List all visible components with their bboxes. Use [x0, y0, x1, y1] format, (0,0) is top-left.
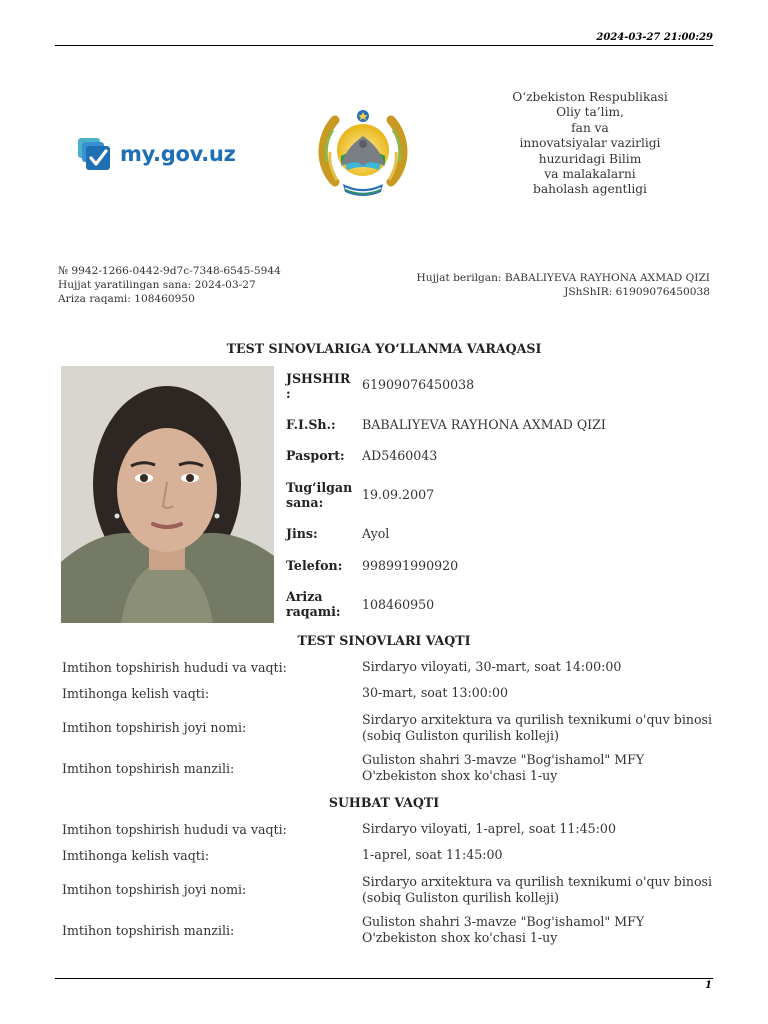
interview-row-label: Imtihonga kelish vaqti:: [62, 848, 210, 863]
agency-line: innovatsiyalar vazirligi: [519, 136, 661, 151]
top-divider: [55, 45, 713, 46]
test-row-value: 30-mart, soat 13:00:00: [362, 685, 508, 700]
agency-line: va malakalarni: [544, 167, 636, 182]
test-row-label: Imtihon topshirish joyi nomi:: [62, 720, 247, 735]
document-title: TEST SINOVLARIGA YO‘LLANMA VARAQASI: [226, 341, 542, 356]
interview-row-value: 1-aprel, soat 11:45:00: [362, 847, 503, 862]
page-number: 1: [705, 980, 712, 991]
test-row-label: Imtihon topshirish hududi va vaqti:: [62, 660, 287, 675]
test-row-value: Guliston shahri 3-mavze "Bog'ishamol" MFY O'zbekiston shox ko'chasi 1-uy: [362, 752, 645, 783]
field-label-jshshir: JSHSHIR :: [286, 371, 351, 401]
recipient-jshshir: JShShIR: 61909076450038: [564, 286, 710, 298]
portrait-image: [61, 366, 274, 623]
field-value-phone: 998991990920: [362, 558, 459, 573]
agency-line: huzuridagi Bilim: [538, 151, 642, 166]
bottom-divider: [55, 978, 713, 979]
agency-line: baholash agentligi: [533, 182, 647, 197]
application-number: Ariza raqami: 108460950: [58, 293, 195, 305]
checkbox-icon: [76, 136, 112, 172]
test-row-value: Sirdaryo viloyati, 30-mart, soat 14:00:00: [362, 659, 622, 674]
interview-row-label: Imtihon topshirish hududi va vaqti:: [62, 822, 287, 837]
field-label-gender: Jins:: [286, 526, 318, 541]
test-row-label: Imtihon topshirish manzili:: [62, 761, 235, 776]
field-value-birth-date: 19.09.2007: [362, 487, 435, 502]
applicant-photo: [61, 366, 274, 623]
agency-line: fan va: [571, 120, 609, 135]
field-label-application-number: Ariza raqami:: [286, 589, 341, 619]
interview-row-value: Sirdaryo arxitektura va qurilish texnikumi o'quv binosi (sobiq Guliston qurilish kolleji): [362, 874, 713, 905]
issued-to: Hujjat berilgan: BABALIYEVA RAYHONA AXMAD QIZI: [416, 272, 710, 284]
interview-row-label: Imtihon topshirish manzili:: [62, 923, 235, 938]
field-label-fish: F.I.Sh.:: [286, 417, 336, 432]
interview-row-value: Guliston shahri 3-mavze "Bog'ishamol" MFY O'zbekiston shox ko'chasi 1-uy: [362, 914, 645, 945]
state-emblem-icon: [315, 104, 411, 200]
field-value-passport: AD5460043: [362, 448, 438, 463]
agency-line: O‘zbekiston Respublikasi: [512, 90, 668, 104]
field-label-phone: Telefon:: [286, 558, 343, 573]
document-created-date: Hujjat yaratilingan sana: 2024-03-27: [58, 279, 256, 291]
test-section-title: TEST SINOVLARI VAQTI: [297, 633, 471, 648]
document-number: № 9942-1266-0442-9d7c-7348-6545-5944: [58, 265, 281, 277]
agency-line: Oliy ta’lim,: [556, 105, 624, 120]
field-value-application-number: 108460950: [362, 597, 435, 612]
field-value-gender: Ayol: [362, 526, 390, 541]
mygov-logo-text: my.gov.uz: [120, 142, 236, 166]
interview-row-label: Imtihon topshirish joyi nomi:: [62, 882, 247, 897]
field-value-jshshir: 61909076450038: [362, 377, 475, 392]
document-timestamp: 2024-03-27 21:00:29: [596, 32, 713, 43]
issuing-agency: [480, 90, 700, 198]
field-value-full-name: BABALIYEVA RAYHONA AXMAD QIZI: [362, 417, 606, 432]
test-row-label: Imtihonga kelish vaqti:: [62, 686, 210, 701]
document-recipient: [417, 271, 710, 299]
field-label-birth-date: Tug‘ilgan sana:: [286, 480, 353, 510]
mygov-logo: [76, 136, 236, 172]
interview-row-value: Sirdaryo viloyati, 1-aprel, soat 11:45:00: [362, 821, 616, 836]
test-row-value: Sirdaryo arxitektura va qurilish texnikumi o'quv binosi (sobiq Guliston qurilish kolleji): [362, 712, 713, 743]
field-label-passport: Pasport:: [286, 448, 345, 463]
interview-section-title: SUHBAT VAQTI: [328, 795, 440, 810]
document-meta: [58, 264, 281, 306]
